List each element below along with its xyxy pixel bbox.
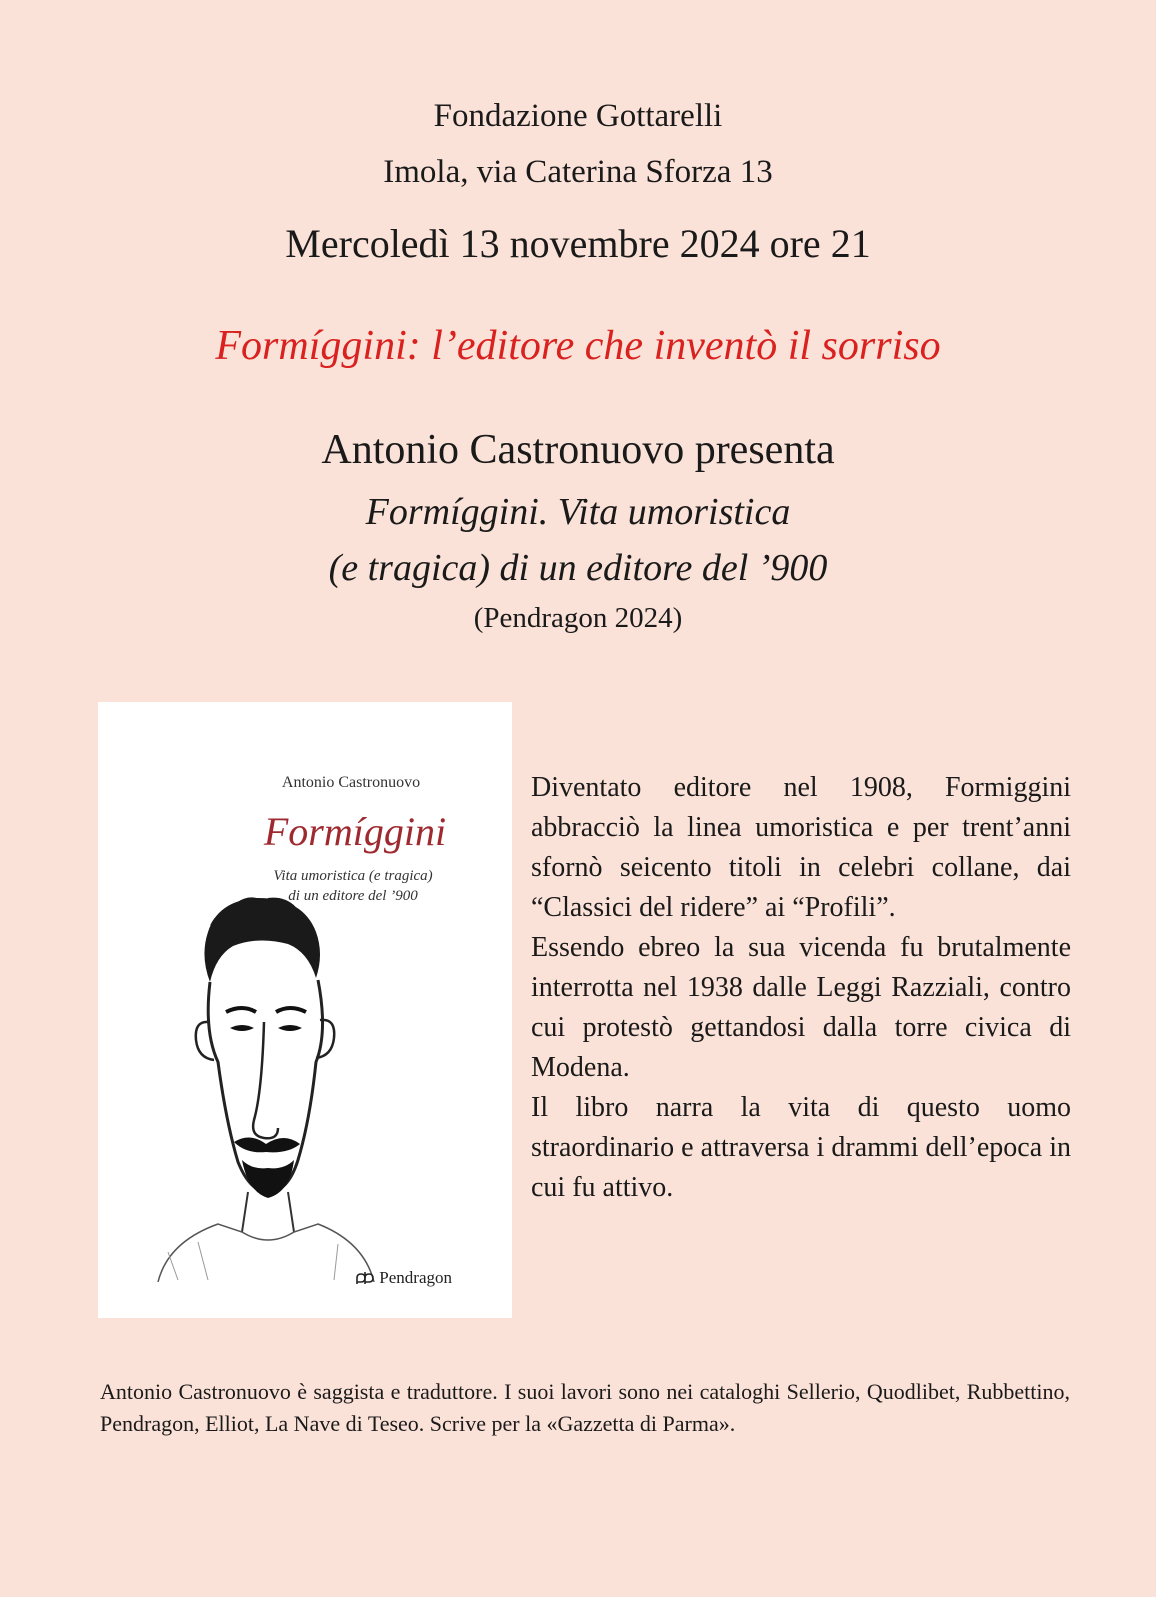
cover-publisher: Pendragon — [379, 1268, 452, 1287]
presenter-line: Antonio Castronuovo presenta — [321, 427, 835, 473]
book-publisher-line: (Pendragon 2024) — [473, 602, 683, 634]
book-description — [531, 768, 1071, 1208]
book-title — [0, 484, 1156, 596]
venue-block — [0, 88, 1156, 200]
venue-address: Imola, via Caterina Sforza 13 — [383, 154, 773, 190]
description-paragraph-3: Il libro narra la vita di questo uomo straordinario e attraversa i drammi dell’epoca in cui fu attivo. — [531, 1092, 1071, 1203]
event-title: Formíggini: l’editore che inventò il sorriso — [215, 323, 941, 369]
caricature-portrait-icon — [138, 892, 378, 1282]
venue-name: Fondazione Gottarelli — [433, 98, 723, 134]
cover-subtitle-line-2: di un editore del ’900 — [288, 888, 418, 904]
cover-title: Formíggini — [263, 809, 447, 854]
cover-publisher-logo — [355, 1268, 452, 1288]
book-title-line-2: (e tragica) di un editore del ’900 — [328, 547, 828, 589]
description-paragraph-1: Diventato editore nel 1908, Formiggini abbracciò la linea umoristica e per trent’anni sfornò seicento titoli in celebri collane, dai “Classici del ridere” ai “Profili”. — [531, 772, 1071, 923]
pendragon-logo-icon — [355, 1270, 375, 1286]
author-bio-text: Antonio Castronuovo è saggista e traduttore. I suoi lavori sono nei cataloghi Sellerio, Quodlibet, Rubbettino, Pendragon, Elliot, La Nave di Teseo. Scrive per la «Gazzetta di Parma». — [100, 1379, 1070, 1436]
book-title-line-1: Formíggini. Vita umoristica — [365, 491, 791, 533]
book-cover — [98, 702, 512, 1318]
cover-author: Antonio Castronuovo — [281, 774, 421, 791]
cover-subtitle-line-1: Vita umoristica (e tragica) — [273, 868, 433, 884]
author-bio — [100, 1376, 1070, 1440]
event-datetime: Mercoledì 13 novembre 2024 ore 21 — [285, 221, 871, 266]
description-paragraph-2: Essendo ebreo la sua vicenda fu brutalmente interrotta nel 1938 dalle Leggi Razziali, contro cui protestò gettandosi dalla torre civica di Modena. — [531, 932, 1071, 1083]
